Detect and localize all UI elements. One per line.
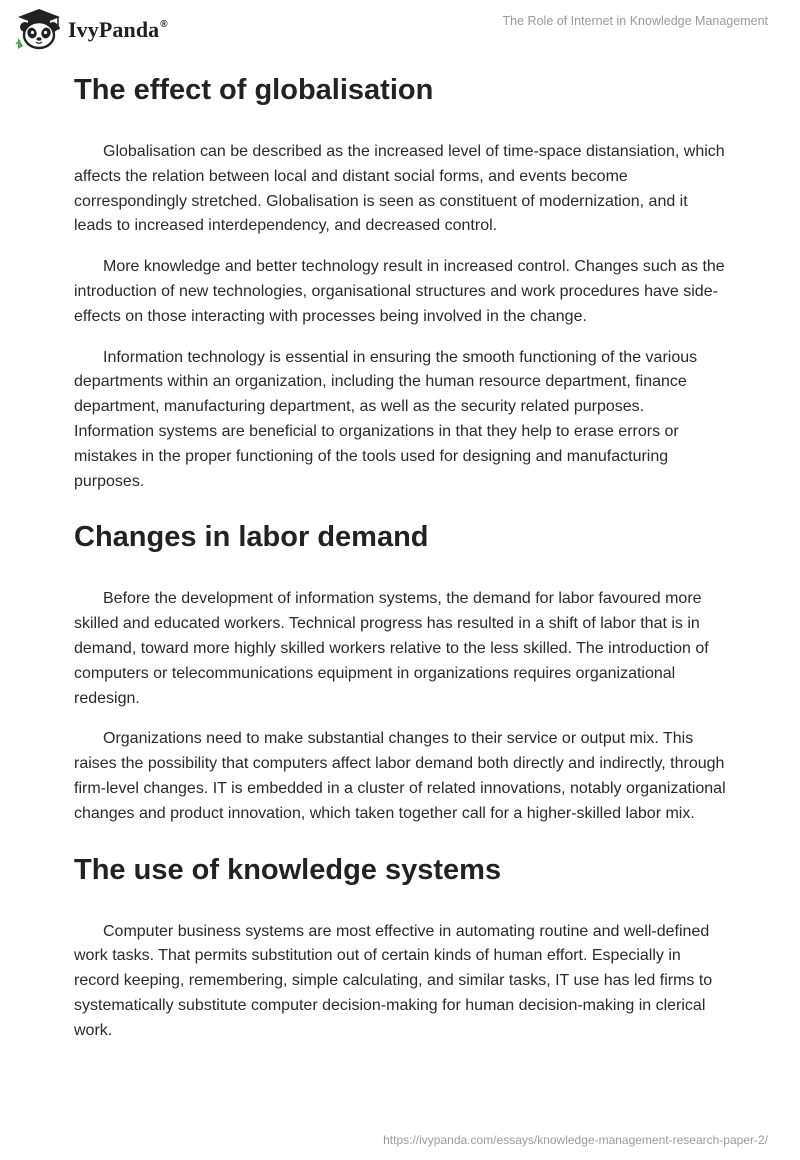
- paragraph: Organizations need to make substantial changes to their service or output mix. This raises the possibility that computers affect labor demand both directly and indirectly, through firm-level changes. IT is embedded in a cluster of related innovations, notably organizational changes and product innovation, which taken together call for a higher-skilled labor mix.: [74, 730, 726, 822]
- document-title: The Role of Internet in Knowledge Management: [502, 14, 768, 28]
- section-globalisation: [74, 72, 726, 494]
- registered-mark: ®: [160, 18, 168, 30]
- page-header: [0, 0, 800, 60]
- section-heading: The effect of globalisation: [74, 74, 434, 106]
- section-knowledge-systems: [74, 852, 726, 1044]
- section-heading: Changes in labor demand: [74, 521, 429, 554]
- panda-graduate-icon: [14, 8, 64, 50]
- paragraph: Information technology is essential in ensuring the smooth functioning of the various departments within an organization, including the human resource department, finance department, manufacturing department, as well as the security related purposes. Information systems are beneficial to organizations in that they help to erase errors or mistakes in the proper functioning of the tools used for designing and manufacturing purposes.: [74, 348, 698, 490]
- paragraph: Before the development of information systems, the demand for labor favoured more skilled and educated workers. Technical progress has resulted in a shift of labor that is in demand, toward more highly skilled workers relative to the less skilled. The introduction of computers or telecommunications equipment in organizations requires organizational redesign.: [74, 590, 709, 707]
- paragraph: Computer business systems are most effective in automating routine and well-defined work tasks. That permits substitution out of certain kinds of human effort. Especially in record keeping, remembering, simple calculating, and similar tasks, IT use has led firms to systematically substitute computer decision-making for human decision-making in clerical work.: [74, 922, 713, 1039]
- source-url-link[interactable]: https://ivypanda.com/essays/knowledge-management-research-paper-2/: [383, 1133, 768, 1147]
- section-heading: The use of knowledge systems: [74, 853, 502, 886]
- article-body: [74, 72, 726, 1060]
- ivypanda-logo[interactable]: [14, 8, 168, 50]
- brand-name: IvyPanda®: [68, 17, 168, 42]
- paragraph: Globalisation can be described as the increased level of time-space distansiation, which affects the relation between local and distant social forms, and events become correspondingly stretched. Globalisation is seen as constituent of modernization, and it leads to increased interdependency, and decreased control.: [74, 143, 725, 235]
- section-labor-demand: [74, 519, 726, 826]
- paragraph: More knowledge and better technology result in increased control. Changes such as the introduction of new technologies, organisational structures and work procedures have side-effects on those interacting with processes being involved in the change.: [74, 258, 725, 325]
